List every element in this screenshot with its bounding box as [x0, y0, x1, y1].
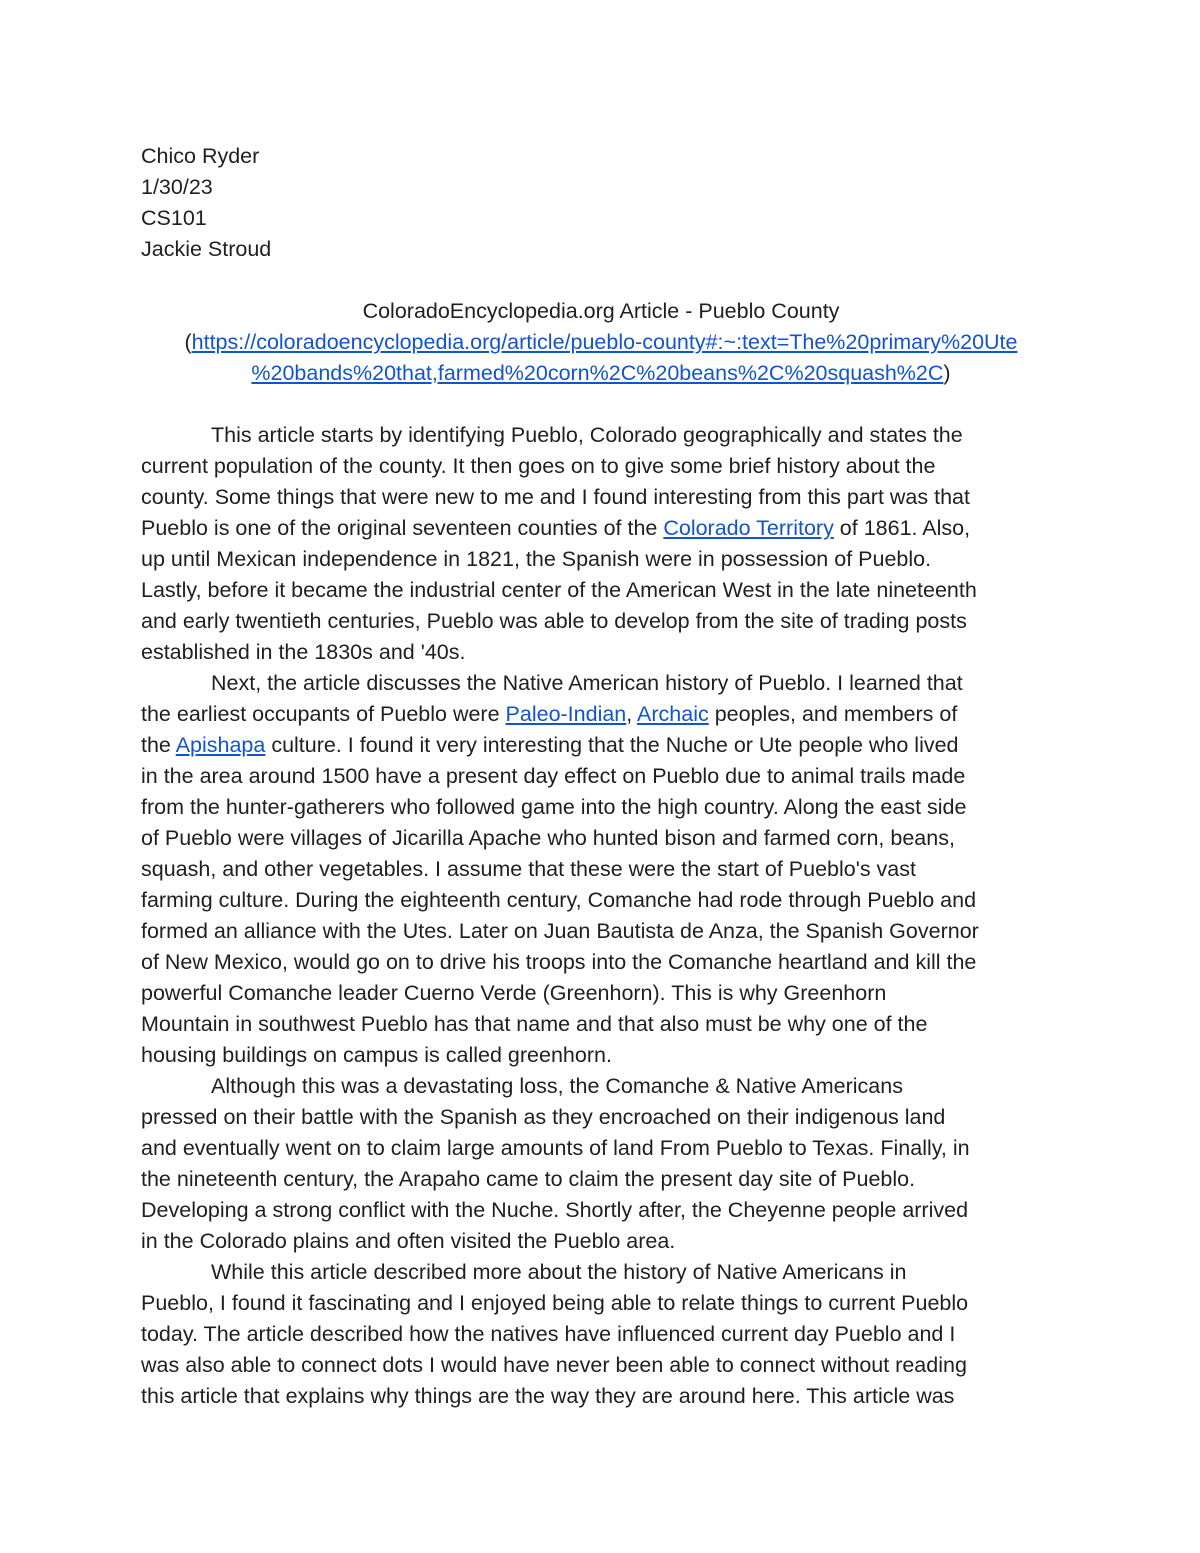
article-url-line-2 [141, 358, 1061, 389]
paragraph-3 [141, 1071, 1061, 1257]
article-url-link-part-2[interactable]: %20bands%20that,farmed%20corn%2C%20beans%2C%20squash%2C [251, 361, 944, 385]
paragraph-line: today. The article described how the natives have influenced current day Pueblo and I [141, 1322, 956, 1346]
article-url-link-part-1[interactable]: https://coloradoencyclopedia.org/article/pueblo-county#:~:text=The%20primary%20Ute [191, 330, 1018, 354]
paragraph-line [141, 730, 1061, 761]
text-run: the earliest occupants of Pueblo were [141, 702, 506, 726]
apishapa-link[interactable]: Apishapa [175, 733, 266, 757]
paragraph-line: in the Colorado plains and often visited the Pueblo area. [141, 1229, 676, 1253]
text-run: peoples, and members of [708, 702, 958, 726]
paragraph-line: powerful Comanche leader Cuerno Verde (Greenhorn). This is why Greenhorn [141, 981, 887, 1005]
article-title: ColoradoEncyclopedia.org Article - Pueblo County [362, 299, 840, 323]
paragraph-line: farming culture. During the eighteenth century, Comanche had rode through Pueblo and [141, 888, 977, 912]
paragraph-line: pressed on their battle with the Spanish as they encroached on their indigenous land [141, 1105, 946, 1129]
instructor-name: Jackie Stroud [141, 237, 272, 261]
paragraph-line: of New Mexico, would go on to drive his troops into the Comanche heartland and kill the [141, 950, 977, 974]
paragraph-line [141, 699, 1061, 730]
paragraph-line: squash, and other vegetables. I assume that these were the start of Pueblo's vast [141, 857, 916, 881]
paragraph-line: county. Some things that were new to me and I found interesting from this part was that [141, 485, 970, 509]
article-title-block [141, 296, 1061, 389]
paragraph-line: Mountain in southwest Pueblo has that name and that also must be why one of the [141, 1012, 928, 1036]
paragraph-4 [141, 1257, 1061, 1412]
text-run: the [141, 733, 176, 757]
paragraph-line: Although this was a devastating loss, the Comanche & Native Americans [211, 1074, 903, 1098]
course-code: CS101 [141, 206, 207, 230]
paragraph-line: was also able to connect dots I would have never been able to connect without reading [141, 1353, 967, 1377]
text-run: culture. I found it very interesting that the Nuche or Ute people who lived [265, 733, 959, 757]
paleo-indian-link[interactable]: Paleo-Indian [505, 702, 627, 726]
document-header [141, 141, 1061, 265]
text-run: , [626, 702, 638, 726]
paragraph-line: Pueblo, I found it fascinating and I enjoyed being able to relate things to current Pueblo [141, 1291, 969, 1315]
essay-body [141, 420, 1061, 1412]
paragraph-line: housing buildings on campus is called greenhorn. [141, 1043, 612, 1067]
paragraph-line: current population of the county. It then goes on to give some brief history about the [141, 454, 936, 478]
close-paren: ) [943, 361, 951, 385]
paragraph-line: the nineteenth century, the Arapaho came to claim the present day site of Pueblo. [141, 1167, 916, 1191]
article-url-line-1 [141, 327, 1061, 358]
paragraph-line: While this article described more about the history of Native Americans in [211, 1260, 907, 1284]
open-paren: ( [184, 330, 192, 354]
paragraph-line: in the area around 1500 have a present day effect on Pueblo due to animal trails made [141, 764, 966, 788]
paragraph-line: and early twentieth centuries, Pueblo was able to develop from the site of trading posts [141, 609, 967, 633]
paragraph-line: Developing a strong conflict with the Nuche. Shortly after, the Cheyenne people arrived [141, 1198, 969, 1222]
paragraph-line: and eventually went on to claim large amounts of land From Pueblo to Texas. Finally, in [141, 1136, 970, 1160]
paragraph-line: up until Mexican independence in 1821, the Spanish were in possession of Pueblo. [141, 547, 932, 571]
paragraph-line: this article that explains why things are the way they are around here. This article was [141, 1384, 955, 1408]
colorado-territory-link[interactable]: Colorado Territory [663, 516, 834, 540]
author-name: Chico Ryder [141, 144, 260, 168]
paragraph-line: from the hunter-gatherers who followed game into the high country. Along the east side [141, 795, 967, 819]
paragraph-line [141, 513, 1061, 544]
paragraph-line: Next, the article discusses the Native American history of Pueblo. I learned that [211, 671, 963, 695]
paragraph-1 [141, 420, 1061, 668]
paragraph-2 [141, 668, 1061, 1071]
text-run: of 1861. Also, [833, 516, 971, 540]
archaic-link[interactable]: Archaic [637, 702, 709, 726]
paragraph-line: This article starts by identifying Pueblo, Colorado geographically and states the [211, 423, 963, 447]
date: 1/30/23 [141, 175, 213, 199]
paragraph-line: Lastly, before it became the industrial center of the American West in the late nineteenth [141, 578, 977, 602]
text-run: Pueblo is one of the original seventeen counties of the [141, 516, 664, 540]
paragraph-line: established in the 1830s and '40s. [141, 640, 466, 664]
paragraph-line: of Pueblo were villages of Jicarilla Apache who hunted bison and farmed corn, beans, [141, 826, 955, 850]
paragraph-line: formed an alliance with the Utes. Later on Juan Bautista de Anza, the Spanish Governor [141, 919, 979, 943]
